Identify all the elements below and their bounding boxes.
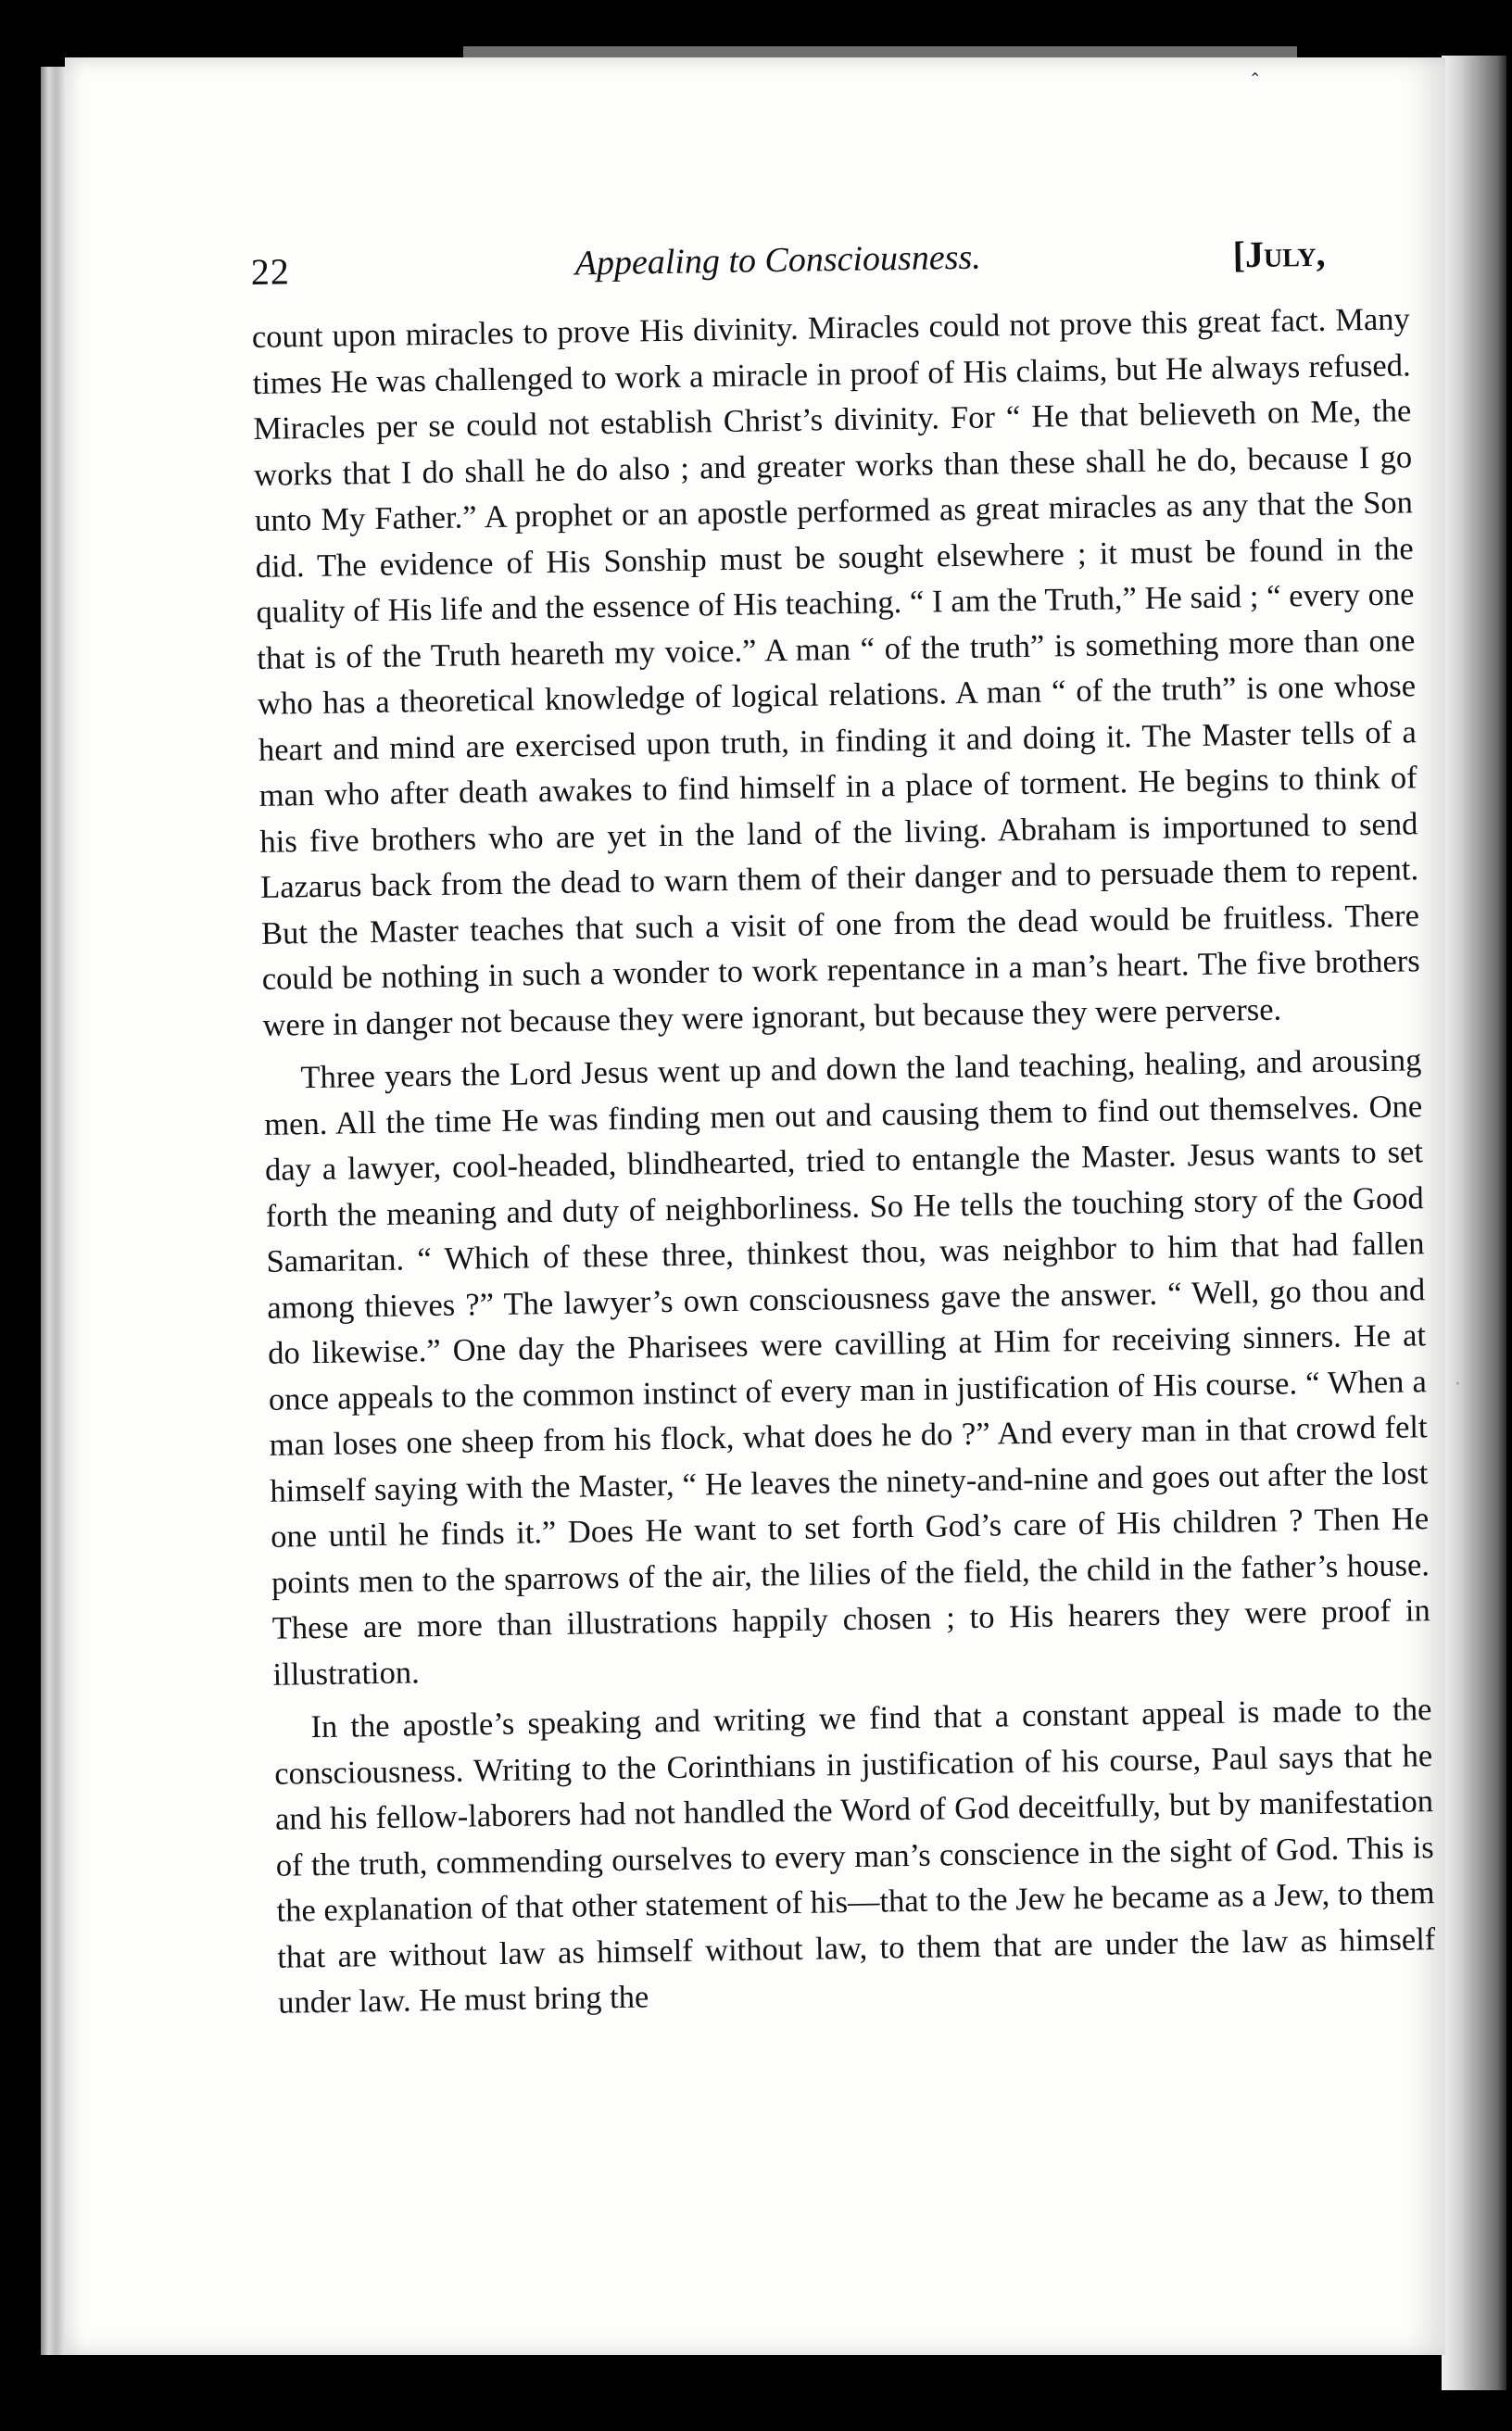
page-content <box>250 206 1436 2026</box>
running-title: Appealing to Consciousness. <box>574 237 982 283</box>
body-text <box>252 296 1437 2026</box>
scan-artifact-mark: ⌃ <box>1249 69 1262 87</box>
page-number: 22 <box>250 250 291 293</box>
book-right-edge <box>1442 56 1506 2390</box>
margin-artifact-mark: · <box>1455 1373 1461 1396</box>
book-page <box>65 57 1461 2355</box>
header-date: [July, <box>1232 232 1326 276</box>
running-header <box>250 206 1409 298</box>
paragraph-3: In the apostle’s speaking and writing we find that a constant appeal is made to the consciousness. Writing to the Corinthians in justification of his course, Paul says that he and his fellow-laborers had not handled the Word of God deceitfully, but by manifestation of the truth, commending ourselves to every man’s conscience in the sight of God. This is the explanation of that other statement of his—that to the Jew he became as a Jew, to them that are without law as himself without law, to them that are under the law as himself under law. He must bring the <box>273 1692 1436 2021</box>
paragraph-2: Three years the Lord Jesus went up and down the land teaching, healing, and arousing men. All the time He was finding men out and causing them to find out themselves. One day a lawyer, cool-headed, blindhearted, tried to entangle the Master. Jesus wants to set forth the meaning and duty of neighborliness. So He tells the touching story of the Good Samaritan. “ Which of these three, thinkest thou, was neighbor to him that had fallen among thieves ?” The lawyer’s own consciousness gave the answer. “ Well, go thou and do likewise.” One day the Pharisees were cavilling at Him for receiving sinners. He at once appeals to the common instinct of every man in justification of His course. “ When a man loses one sheep from his flock, what does he do ?” And every man in that crowd felt himself saying with the Master, “ He leaves the ninety-and-nine and goes out after the lost one until he finds it.” Does He want to set forth God’s care of His children ? Then He points men to the sparrows of the air, the lilies of the field, the child in the father’s house. These are more than illustrations happily chosen ; to His hearers they were proof in illustration. <box>263 1042 1430 1693</box>
book-left-edge <box>41 67 67 2355</box>
paragraph-1: count upon miracles to prove His divinity. Miracles could not prove this great fact. Many times He was challenged to work a miracle in proof of His claims, but He always refused. Miracles per se could not establish Christ’s divinity. For “ He that believeth on Me, the works that I do shall he do also ; and greater works than these shall he do, because I go unto My Father.” A prophet or an apostle performed as great miracles as any that the Son did. The evidence of His Sonship must be sought elsewhere ; it must be found in the quality of His life and the essence of His teaching. “ I am the Truth,” He said ; “ every one that is of the Truth heareth my voice.” A man “ of the truth” is something more than one who has a theoretical knowledge of logical relations. A man “ of the truth” is one whose heart and mind are exercised upon truth, in finding it and doing it. The Master tells of a man who after death awakes to find himself in a place of torment. He begins to think of his five brothers who are yet in the land of the living. Abraham is importuned to send Lazarus back from the dead to warn them of their danger and to persuade them to repent. But the Master teaches that such a visit of one from the dead would be fruitless. There could be nothing in such a wonder to work repentance in a man’s heart. The five brothers were in danger not because they were ignorant, but because they were perverse. <box>251 301 1420 1043</box>
